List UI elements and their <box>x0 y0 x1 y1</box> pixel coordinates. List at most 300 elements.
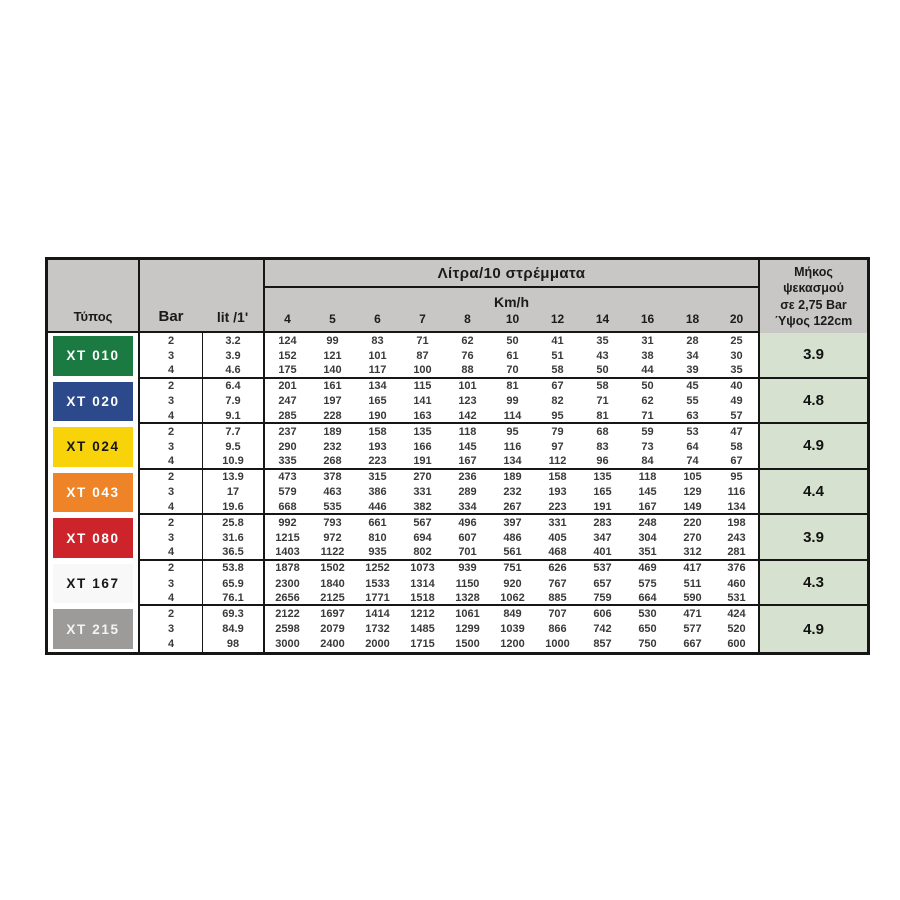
flow-value: 1715 <box>410 638 435 651</box>
flow-value: 1502 <box>320 562 345 575</box>
flow-value: 79 <box>551 425 564 438</box>
flow-value: 232 <box>323 440 342 453</box>
flow-value: 759 <box>580 591 625 606</box>
flow-value: 657 <box>593 577 612 590</box>
flow-value: 972 <box>323 532 342 545</box>
flow-value: 577 <box>683 623 702 636</box>
bar-lit-header <box>140 260 265 333</box>
flow-value: 161 <box>323 380 342 393</box>
flow-value: 135 <box>413 425 432 438</box>
flow-value: 84 <box>625 455 670 470</box>
flow-value: 701 <box>445 546 490 561</box>
bar-value: 3 <box>140 394 203 409</box>
lit-value: 9.1 <box>203 409 265 424</box>
spray-length-value: 4.8 <box>760 379 867 425</box>
speed-col-header-4: 4 <box>265 311 310 333</box>
flow-value: 386 <box>368 486 387 499</box>
lit-value: 13.9 <box>203 470 265 485</box>
flow-value: 1878 <box>275 562 300 575</box>
flow-value: 1000 <box>545 638 570 651</box>
flow-value: 101 <box>368 349 387 362</box>
flow-value: 41 <box>551 334 564 347</box>
flow-value: 35 <box>715 363 760 378</box>
flow-value: 920 <box>503 577 522 590</box>
flow-value: 57 <box>715 409 760 424</box>
lit-value: 19.6 <box>203 500 265 515</box>
flow-value: 175 <box>265 363 310 378</box>
type-cell <box>48 333 140 379</box>
spray-length-header-line-3: σε 2,75 Bar <box>780 297 847 312</box>
flow-value: 496 <box>458 516 477 529</box>
flow-value: 1252 <box>365 562 390 575</box>
speed-col-header-7: 7 <box>400 311 445 333</box>
flow-value: 607 <box>458 532 477 545</box>
flow-value: 1328 <box>445 591 490 606</box>
flow-value: 281 <box>715 546 760 561</box>
flow-value: 99 <box>326 334 339 347</box>
spray-length-value: 4.3 <box>760 561 867 607</box>
flow-value: 112 <box>535 455 580 470</box>
flow-value: 189 <box>323 425 342 438</box>
flow-value: 289 <box>458 486 477 499</box>
bar-value: 3 <box>140 530 203 545</box>
flow-value: 397 <box>503 516 522 529</box>
flow-value: 742 <box>593 623 612 636</box>
flow-value: 95 <box>506 425 519 438</box>
flow-value: 334 <box>445 500 490 515</box>
flow-value: 105 <box>683 471 702 484</box>
spray-length-value: 3.9 <box>760 515 867 561</box>
flow-value: 1212 <box>410 607 435 620</box>
flow-value: 405 <box>548 532 567 545</box>
flow-value: 58 <box>535 363 580 378</box>
bar-value: 3 <box>140 348 203 363</box>
lit-value: 6.4 <box>203 379 265 394</box>
flow-value: 304 <box>638 532 657 545</box>
flow-value: 96 <box>580 455 625 470</box>
flow-value: 97 <box>551 440 564 453</box>
flow-value: 667 <box>683 638 702 651</box>
flow-value: 473 <box>278 471 297 484</box>
bar-value: 4 <box>140 591 203 606</box>
flow-value: 376 <box>715 561 760 576</box>
type-badge-xt-215: XT 215 <box>53 609 133 649</box>
flow-value: 417 <box>683 562 702 575</box>
flow-value: 232 <box>503 486 522 499</box>
flow-value: 117 <box>355 363 400 378</box>
flow-value: 118 <box>458 425 477 438</box>
flow-value: 220 <box>683 516 702 529</box>
lit-value: 84.9 <box>203 622 265 637</box>
flow-value: 2079 <box>320 623 345 636</box>
lit-value: 53.8 <box>203 561 265 576</box>
flow-value: 2598 <box>275 623 300 636</box>
lit-value: 31.6 <box>203 530 265 545</box>
type-cell <box>48 424 140 470</box>
flow-value: 793 <box>323 516 342 529</box>
bar-value: 4 <box>140 637 203 652</box>
flow-value: 351 <box>625 546 670 561</box>
flow-value: 1732 <box>365 623 390 636</box>
spray-length-value: 4.9 <box>760 606 867 652</box>
flow-value: 100 <box>400 363 445 378</box>
flow-value: 101 <box>458 380 477 393</box>
flow-value: 378 <box>323 471 342 484</box>
flow-value: 1771 <box>355 591 400 606</box>
flow-value: 590 <box>670 591 715 606</box>
spray-length-header-line-2: ψεκασμού <box>783 281 844 295</box>
flow-value: 347 <box>593 532 612 545</box>
flow-value: 1485 <box>410 623 435 636</box>
flow-value: 129 <box>683 486 702 499</box>
spray-length-value: 3.9 <box>760 333 867 379</box>
flow-value: 511 <box>683 577 702 590</box>
flow-value: 158 <box>368 425 387 438</box>
flow-value: 81 <box>506 380 519 393</box>
nozzle-flow-table <box>45 257 870 655</box>
flow-value: 67 <box>551 380 564 393</box>
flow-value: 579 <box>278 486 297 499</box>
flow-value: 67 <box>715 455 760 470</box>
flow-value: 331 <box>548 516 567 529</box>
flow-value: 668 <box>265 500 310 515</box>
bar-value: 2 <box>140 379 203 394</box>
flow-value: 63 <box>670 409 715 424</box>
bar-value: 4 <box>140 363 203 378</box>
flow-value: 149 <box>670 500 715 515</box>
flow-value: 50 <box>641 380 654 393</box>
flow-value: 201 <box>278 380 297 393</box>
flow-value: 575 <box>638 577 657 590</box>
flow-value: 664 <box>625 591 670 606</box>
flow-value: 163 <box>400 409 445 424</box>
flow-value: 650 <box>638 623 657 636</box>
flow-value: 193 <box>548 486 567 499</box>
flow-value: 115 <box>413 380 432 393</box>
bar-value: 3 <box>140 439 203 454</box>
flow-value: 270 <box>683 532 702 545</box>
flow-value: 1533 <box>365 577 390 590</box>
flow-value: 567 <box>413 516 432 529</box>
lit-value: 10.9 <box>203 455 265 470</box>
flow-value: 141 <box>413 395 432 408</box>
bar-value: 4 <box>140 546 203 561</box>
flow-value: 2300 <box>275 577 300 590</box>
bar-value: 2 <box>140 424 203 439</box>
flow-value: 95 <box>715 470 760 485</box>
flow-value: 28 <box>686 334 699 347</box>
bar-value: 3 <box>140 485 203 500</box>
flow-value: 87 <box>416 349 429 362</box>
flow-value: 121 <box>323 349 342 362</box>
flow-value: 58 <box>596 380 609 393</box>
flow-value: 145 <box>638 486 657 499</box>
flow-value: 424 <box>715 606 760 621</box>
flow-value: 237 <box>278 425 297 438</box>
flow-value: 486 <box>503 532 522 545</box>
type-badge-xt-010: XT 010 <box>53 336 133 376</box>
flow-value: 1039 <box>500 623 525 636</box>
flow-value: 935 <box>355 546 400 561</box>
flow-value: 535 <box>310 500 355 515</box>
lit-value: 25.8 <box>203 515 265 530</box>
flow-value: 59 <box>641 425 654 438</box>
flow-value: 382 <box>400 500 445 515</box>
lit-value: 7.7 <box>203 424 265 439</box>
lit-value: 65.9 <box>203 576 265 591</box>
flow-value: 62 <box>641 395 654 408</box>
type-column-header: Τύπος <box>48 260 140 333</box>
speed-col-header-5: 5 <box>310 311 355 333</box>
flow-value: 71 <box>416 334 429 347</box>
lit-value: 7.9 <box>203 394 265 409</box>
flow-value: 520 <box>715 622 760 637</box>
flow-value: 606 <box>593 607 612 620</box>
flow-value: 189 <box>503 471 522 484</box>
flow-value: 2656 <box>265 591 310 606</box>
flow-value: 285 <box>265 409 310 424</box>
lit-value: 4.6 <box>203 363 265 378</box>
flow-value: 99 <box>506 395 519 408</box>
flow-value: 165 <box>368 395 387 408</box>
liters-per-10-stremmata-title: Λίτρα/10 στρέμματα <box>265 260 760 288</box>
flow-value: 118 <box>638 471 657 484</box>
flow-value: 25 <box>715 333 760 348</box>
flow-value: 1200 <box>500 638 525 651</box>
flow-value: 81 <box>580 409 625 424</box>
flow-value: 247 <box>278 395 297 408</box>
flow-value: 82 <box>551 395 564 408</box>
flow-value: 35 <box>596 334 609 347</box>
flow-value: 142 <box>445 409 490 424</box>
type-cell <box>48 561 140 607</box>
flow-value: 1150 <box>455 577 480 590</box>
kmh-label: Km/h <box>265 288 760 311</box>
flow-value: 600 <box>715 637 760 652</box>
bar-value: 2 <box>140 470 203 485</box>
flow-value: 50 <box>580 363 625 378</box>
flow-value: 767 <box>548 577 567 590</box>
flow-value: 469 <box>638 562 657 575</box>
flow-value: 2400 <box>320 638 345 651</box>
flow-value: 1518 <box>400 591 445 606</box>
flow-value: 135 <box>593 471 612 484</box>
lit-value: 76.1 <box>203 591 265 606</box>
flow-value: 134 <box>490 455 535 470</box>
flow-value: 802 <box>400 546 445 561</box>
flow-value: 140 <box>310 363 355 378</box>
flow-value: 38 <box>641 349 654 362</box>
flow-value: 750 <box>638 638 657 651</box>
flow-value: 312 <box>670 546 715 561</box>
flow-value: 166 <box>413 440 432 453</box>
type-badge-xt-020: XT 020 <box>53 382 133 422</box>
flow-value: 223 <box>355 455 400 470</box>
bar-value: 3 <box>140 622 203 637</box>
flow-value: 290 <box>278 440 297 453</box>
flow-value: 1061 <box>455 607 480 620</box>
flow-value: 661 <box>368 516 387 529</box>
flow-value: 2000 <box>365 638 390 651</box>
flow-value: 866 <box>548 623 567 636</box>
flow-value: 50 <box>506 334 519 347</box>
flow-value: 55 <box>686 395 699 408</box>
spray-length-header-line-1: Μήκος <box>794 264 833 279</box>
flow-value: 145 <box>458 440 477 453</box>
bar-value: 4 <box>140 409 203 424</box>
flow-value: 116 <box>503 440 522 453</box>
lit-value: 69.3 <box>203 606 265 621</box>
type-cell <box>48 379 140 425</box>
flow-value: 2125 <box>310 591 355 606</box>
flow-value: 45 <box>686 380 699 393</box>
flow-value: 123 <box>458 395 477 408</box>
type-cell <box>48 470 140 516</box>
flow-value: 167 <box>445 455 490 470</box>
flow-value: 34 <box>686 349 699 362</box>
flow-value: 236 <box>458 471 477 484</box>
flow-value: 76 <box>461 349 474 362</box>
flow-value: 190 <box>355 409 400 424</box>
flow-value: 158 <box>548 471 567 484</box>
flow-value: 49 <box>715 394 760 409</box>
flow-value: 30 <box>715 348 760 363</box>
flow-value: 1403 <box>265 546 310 561</box>
lit-column-header: lit /1' <box>216 309 249 325</box>
flow-value: 165 <box>593 486 612 499</box>
flow-value: 468 <box>535 546 580 561</box>
bar-value: 2 <box>140 606 203 621</box>
flow-value: 694 <box>413 532 432 545</box>
flow-value: 885 <box>535 591 580 606</box>
flow-value: 70 <box>490 363 535 378</box>
flow-value: 531 <box>715 591 760 606</box>
lit-value: 3.9 <box>203 348 265 363</box>
flow-value: 849 <box>503 607 522 620</box>
speed-col-header-16: 16 <box>625 311 670 333</box>
speed-col-header-18: 18 <box>670 311 715 333</box>
flow-value: 152 <box>278 349 297 362</box>
flow-value: 1062 <box>490 591 535 606</box>
flow-value: 751 <box>503 562 522 575</box>
flow-value: 1122 <box>310 546 355 561</box>
flow-value: 315 <box>368 471 387 484</box>
type-badge-xt-024: XT 024 <box>53 427 133 467</box>
bar-value: 4 <box>140 455 203 470</box>
flow-value: 71 <box>596 395 609 408</box>
flow-value: 134 <box>368 380 387 393</box>
flow-value: 167 <box>625 500 670 515</box>
flow-value: 71 <box>625 409 670 424</box>
bar-value: 3 <box>140 576 203 591</box>
flow-value: 530 <box>638 607 657 620</box>
flow-value: 267 <box>490 500 535 515</box>
bar-value: 4 <box>140 500 203 515</box>
flow-value: 51 <box>551 349 564 362</box>
flow-value: 124 <box>278 334 297 347</box>
speed-col-header-12: 12 <box>535 311 580 333</box>
flow-value: 283 <box>593 516 612 529</box>
flow-value: 1840 <box>320 577 345 590</box>
bar-value: 2 <box>140 515 203 530</box>
flow-value: 88 <box>445 363 490 378</box>
lit-value: 17 <box>203 485 265 500</box>
flow-value: 43 <box>596 349 609 362</box>
flow-value: 248 <box>638 516 657 529</box>
lit-value: 36.5 <box>203 546 265 561</box>
flow-value: 74 <box>670 455 715 470</box>
flow-value: 1299 <box>455 623 480 636</box>
flow-value: 561 <box>490 546 535 561</box>
flow-value: 116 <box>715 485 760 500</box>
spray-length-value: 4.9 <box>760 424 867 470</box>
flow-value: 61 <box>506 349 519 362</box>
flow-value: 39 <box>670 363 715 378</box>
flow-value: 198 <box>715 515 760 530</box>
flow-value: 53 <box>686 425 699 438</box>
flow-value: 31 <box>641 334 654 347</box>
speed-col-header-10: 10 <box>490 311 535 333</box>
type-cell <box>48 606 140 652</box>
type-badge-xt-167: XT 167 <box>53 564 133 604</box>
flow-value: 1697 <box>320 607 345 620</box>
flow-value: 223 <box>535 500 580 515</box>
flow-value: 243 <box>715 530 760 545</box>
flow-value: 460 <box>715 576 760 591</box>
flow-value: 401 <box>580 546 625 561</box>
flow-value: 992 <box>278 516 297 529</box>
flow-value: 95 <box>535 409 580 424</box>
flow-value: 537 <box>593 562 612 575</box>
lit-value: 98 <box>203 637 265 652</box>
spray-length-header-line-4: Ύψος 122cm <box>774 314 853 328</box>
flow-value: 707 <box>548 607 567 620</box>
bar-value: 2 <box>140 561 203 576</box>
lit-value: 3.2 <box>203 333 265 348</box>
type-cell <box>48 515 140 561</box>
flow-value: 114 <box>490 409 535 424</box>
flow-value: 268 <box>310 455 355 470</box>
spray-length-header <box>760 260 867 333</box>
flow-value: 857 <box>593 638 612 651</box>
speed-col-header-6: 6 <box>355 311 400 333</box>
flow-value: 191 <box>580 500 625 515</box>
flow-value: 40 <box>715 379 760 394</box>
flow-value: 68 <box>596 425 609 438</box>
flow-value: 64 <box>686 440 699 453</box>
speed-col-header-8: 8 <box>445 311 490 333</box>
speed-col-header-14: 14 <box>580 311 625 333</box>
bar-value: 2 <box>140 333 203 348</box>
flow-value: 44 <box>625 363 670 378</box>
flow-value: 1500 <box>455 638 480 651</box>
flow-value: 83 <box>596 440 609 453</box>
type-badge-xt-080: XT 080 <box>53 518 133 558</box>
flow-value: 228 <box>310 409 355 424</box>
flow-value: 939 <box>458 562 477 575</box>
flow-value: 83 <box>371 334 384 347</box>
flow-value: 58 <box>715 439 760 454</box>
flow-value: 1314 <box>410 577 435 590</box>
flow-value: 446 <box>355 500 400 515</box>
flow-value: 626 <box>548 562 567 575</box>
flow-value: 335 <box>265 455 310 470</box>
type-badge-xt-043: XT 043 <box>53 473 133 513</box>
speed-col-header-20: 20 <box>715 311 760 333</box>
flow-value: 1215 <box>275 532 300 545</box>
flow-value: 191 <box>400 455 445 470</box>
flow-value: 3000 <box>275 638 300 651</box>
